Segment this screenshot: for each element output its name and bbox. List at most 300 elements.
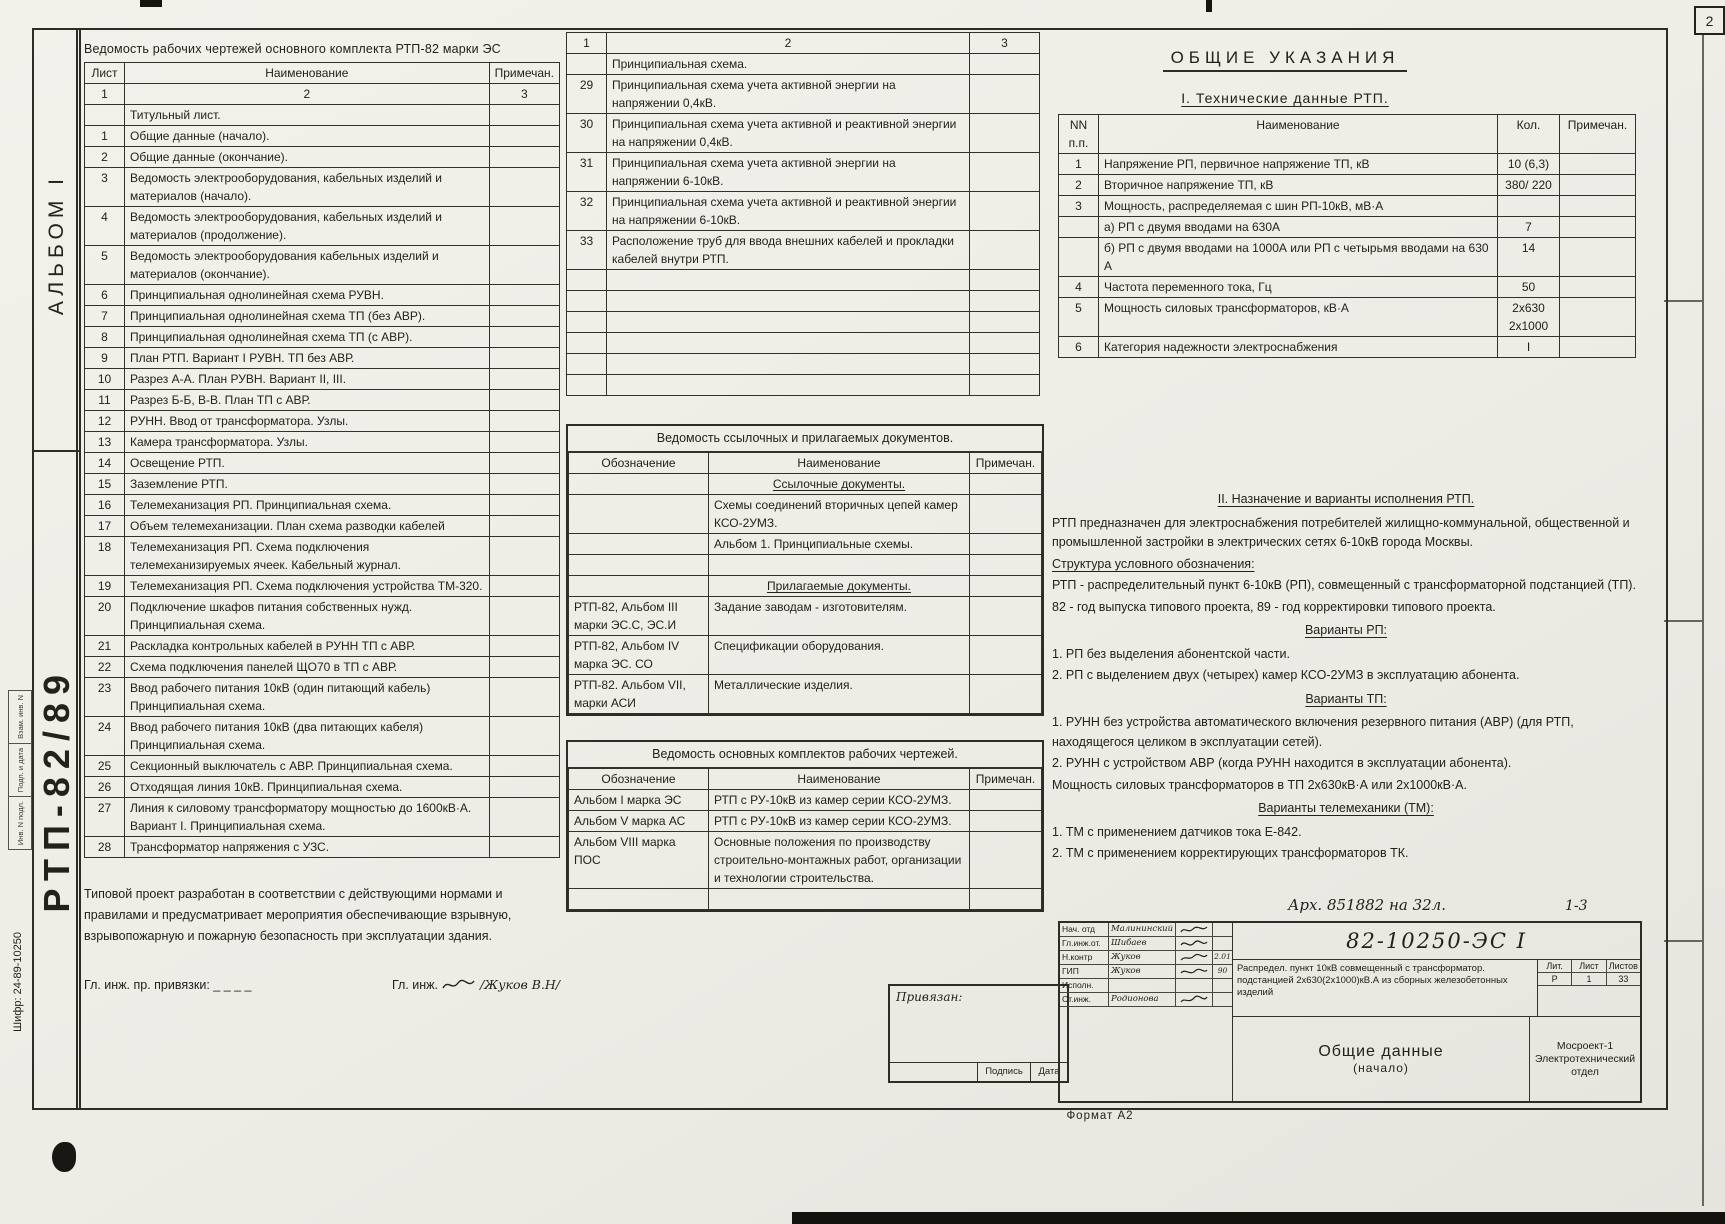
cell-name: Разрез А-А. План РУВН. Вариант II, III. (125, 369, 490, 390)
cell-name: Основные положения по производству строительно-монтажных работ, организации и технологии строительства. (709, 832, 970, 889)
cell-num (567, 354, 607, 375)
cell-num (567, 333, 607, 354)
signature-line (84, 977, 560, 992)
cell-code: РТП-82, Альбом IV марка ЭС. СО (569, 636, 709, 675)
cell-name: Трансформатор напряжения с УЗС. (125, 837, 490, 858)
cell-name: Ведомость электрооборудования, кабельных изделий и материалов (начало). (125, 168, 490, 207)
archive-note: Арх. 851882 на 32л. (1288, 896, 1446, 914)
reference-documents-table (566, 424, 1044, 716)
column-number-row: 1 2 3 (85, 84, 560, 105)
note-paragraph: 1. РУНН без устройства автоматического включения резервного питания (АВР) (для РТП, находящегося целиком в эксплуатации сетей). (1052, 715, 1574, 749)
cell-note (489, 105, 559, 126)
table-row (567, 75, 1040, 114)
cell-name: Разрез Б-Б, В-В. План ТП с АВР. (125, 390, 490, 411)
note-paragraph: 1. РП без выделения абонентской части. (1052, 646, 1290, 661)
cell-code (569, 534, 709, 555)
cell-num: 15 (85, 474, 125, 495)
main-sets-title: Ведомость основных комплектов рабочих чертежей. (568, 742, 1042, 768)
lit-value-row: Р 1 33 (1538, 973, 1640, 986)
table-row (85, 147, 560, 168)
note-paragraph: Структура условного обозначения: (1052, 556, 1255, 571)
signature-cell (1176, 979, 1213, 992)
cell-note (970, 153, 1040, 192)
cell-qty (1498, 196, 1560, 217)
cell-name: Камера трансформатора. Узлы. (125, 432, 490, 453)
lit-fill (1538, 986, 1640, 1016)
cell-name (709, 889, 970, 910)
cell-qty: 380/ 220 (1498, 175, 1560, 196)
cell-note (970, 832, 1042, 889)
col-header: Лист (85, 63, 125, 84)
format-label: Формат А2 (1066, 1110, 1134, 1122)
cell-num: 4 (1059, 277, 1099, 298)
cell-name: Принципиальная однолинейная схема ТП (без АВР). (125, 306, 490, 327)
cell-note (489, 597, 559, 636)
page-number-box (1694, 6, 1725, 35)
staff-row: Гл.инж.от. Шибаев (1060, 937, 1232, 951)
cell-num: 4 (85, 207, 125, 246)
note-paragraph: РТП - распределительный пункт 6-10кВ (РП), совмещенный с трансформаторной подстанцией (ТП). (1052, 578, 1636, 592)
title-block (1058, 921, 1642, 1103)
cell-num: 22 (85, 657, 125, 678)
note-paragraph: Варианты телемеханики (ТМ): (1258, 801, 1434, 815)
table-row (569, 474, 1042, 495)
cell-num: 1 (85, 126, 125, 147)
organization: Мосроект-1 Электротехнический отдел (1534, 1039, 1636, 1078)
cell-name (607, 291, 970, 312)
date-col-label: Дата (1038, 1066, 1060, 1077)
cell-name: Раскладка контрольных кабелей в РУНН ТП с АВР. (125, 636, 490, 657)
table-row (569, 636, 1042, 675)
cell-name: Ввод рабочего питания 10кВ (два питающих кабеля) Принципиальная схема. (125, 717, 490, 756)
cell-name (607, 354, 970, 375)
cell-note (970, 291, 1040, 312)
cell-code: РТП-82, Альбом III марки ЭС.С, ЭС.И (569, 597, 709, 636)
staff-row: Ст.инж. Родионова (1060, 993, 1232, 1007)
cell-name: Титульный лист. (125, 105, 490, 126)
cell-name: Мощность силовых трансформаторов, кВ·А (1099, 298, 1498, 337)
cell-name (607, 375, 970, 396)
reference-documents-title: Ведомость ссылочных и прилагаемых документов. (568, 426, 1042, 452)
table-row (85, 453, 560, 474)
fold-mark (1664, 620, 1702, 622)
title-block-bottom (1233, 1017, 1640, 1101)
project-code-label: РТП-82/89 (35, 667, 77, 913)
table-row (85, 837, 560, 858)
cell-num: 25 (85, 756, 125, 777)
sign-label: Гл. инж. пр. привязки: _ _ _ _ (84, 978, 252, 992)
strip-divider (34, 450, 79, 452)
cell-note (970, 675, 1042, 714)
project-note: Типовой проект разработан в соответствии с действующими нормами и правилами и предусматривает мероприятия обеспечивающие взрывную, взрывопожарную и пожарную безопасность при эксплуатации здания. (84, 887, 512, 943)
cell-note (970, 811, 1042, 832)
cell-note (1560, 298, 1636, 337)
section1-heading: I. Технические данные РТП. (1181, 90, 1389, 106)
table-row (85, 432, 560, 453)
table-row (567, 375, 1040, 396)
table-row (569, 534, 1042, 555)
cell-qty: 10 (6,3) (1498, 154, 1560, 175)
cell-note (489, 369, 559, 390)
linked-stamp-box (888, 984, 1069, 1083)
drawings-register-title: Ведомость рабочих чертежей основного комплекта РТП-82 марки ЭС (84, 42, 501, 56)
cell-name: Задание заводам - изготовителям. (709, 597, 970, 636)
cell-name: Расположение труб для ввода внешних кабелей и прокладки кабелей внутри РТП. (607, 231, 970, 270)
table-row (85, 246, 560, 285)
cell-num: 18 (85, 537, 125, 576)
cell-num: 3 (85, 168, 125, 207)
scan-ink-blob (52, 1142, 76, 1172)
cell-num: 2 (1059, 175, 1099, 196)
cell-note (1560, 154, 1636, 175)
sheet-title: Общие данные (начало) (1233, 1017, 1530, 1101)
cell-num: 3 (1059, 196, 1099, 217)
cell-name: РТП с РУ-10кВ из камер серии КСО-2УМЗ. (709, 811, 970, 832)
cell-note (1560, 175, 1636, 196)
staff-row: ГИП Жуков 90 (1060, 965, 1232, 979)
table-row (567, 192, 1040, 231)
cell-note (970, 889, 1042, 910)
cell-qty: 7 (1498, 217, 1560, 238)
cell-name: Вторичное напряжение ТП, кВ (1099, 175, 1498, 196)
cell-name: а) РП с двумя вводами на 630А (1099, 217, 1498, 238)
table-row (567, 291, 1040, 312)
table-row (569, 675, 1042, 714)
table-row (85, 576, 560, 597)
cell-name: Ведомость электрооборудования, кабельных изделий и материалов (продолжение). (125, 207, 490, 246)
scan-edge-line (1702, 34, 1704, 1206)
table-row (569, 889, 1042, 910)
cell-num: 6 (85, 285, 125, 306)
title-block-staff (1060, 923, 1233, 1101)
signature-squiggle (1176, 965, 1213, 978)
drawings-register (84, 42, 560, 992)
cell-name: Принципиальная схема учета активной и реактивной энергии на напряжении 6-10кВ. (607, 192, 970, 231)
cell-note (489, 537, 559, 576)
cell-name: Подключение шкафов питания собственных нужд. Принципиальная схема. (125, 597, 490, 636)
archive-pages-note: 1-3 (1565, 898, 1588, 914)
cell-note (970, 636, 1042, 675)
cell-note (1560, 238, 1636, 277)
cell-num: 12 (85, 411, 125, 432)
table-row (567, 231, 1040, 270)
table-row (567, 114, 1040, 153)
cell-note (489, 126, 559, 147)
lit-grid (1538, 960, 1640, 1016)
cell-num (567, 54, 607, 75)
cell-note (970, 192, 1040, 231)
cell-name: Напряжение РП, первичное напряжение ТП, кВ (1099, 154, 1498, 175)
cell-note (970, 231, 1040, 270)
table-row (85, 207, 560, 246)
cell-name: Мощность, распределяемая с шин РП-10кВ, мВ·А (1099, 196, 1498, 217)
margin-stamp-cell: Подп. и дата (9, 744, 31, 797)
fold-mark (1664, 940, 1702, 942)
cell-note (489, 246, 559, 285)
cell-num: 33 (567, 231, 607, 270)
cell-note (489, 432, 559, 453)
table-row (85, 678, 560, 717)
cell-num: 20 (85, 597, 125, 636)
cell-note (489, 285, 559, 306)
staff-row: Нач. отд Малининский (1060, 923, 1232, 937)
cell-note (970, 555, 1042, 576)
table-row (85, 717, 560, 756)
cell-note (489, 411, 559, 432)
cell-note (970, 270, 1040, 291)
album-label: АЛЬБОМ I (44, 174, 68, 316)
cell-name: Прилагаемые документы. (709, 576, 970, 597)
linked-footer-spacer (890, 1063, 978, 1081)
table-row (1059, 337, 1636, 358)
cell-name: б) РП с двумя вводами на 1000А или РП с четырьмя вводами на 630 А (1099, 238, 1498, 277)
cell-qty: 2x630 2x1000 (1498, 298, 1560, 337)
cell-name: Линия к силовому трансформатору мощностью до 1600кВ·А. Вариант I. Принципиальная схема. (125, 798, 490, 837)
cell-num: 31 (567, 153, 607, 192)
chief-engineer-signature: Гл. инж. /Жуков В.Н/ (391, 977, 560, 992)
cell-code: Альбом V марка АС (569, 811, 709, 832)
cell-name: Общие данные (окончание). (125, 147, 490, 168)
cell-code (569, 889, 709, 910)
cell-note (970, 474, 1042, 495)
cell-code (569, 576, 709, 597)
margin-stamp-cell: Взам. инв. N (9, 691, 31, 744)
signature-col-label: Подпись (978, 1063, 1031, 1081)
note-paragraph: РТП предназначен для электроснабжения потребителей жилищно-коммунальной, общественной и промышленной застройки в электрических сетях 6-10кВ города Москвы. (1052, 515, 1630, 549)
cell-qty: 50 (1498, 277, 1560, 298)
cell-code (569, 474, 709, 495)
note-paragraph: Варианты ТП: (1305, 691, 1387, 706)
cell-note (489, 756, 559, 777)
cell-note (970, 312, 1040, 333)
cell-note (489, 453, 559, 474)
note-paragraph: 2. ТМ с применением корректирующих трансформаторов ТК. (1052, 846, 1409, 860)
cell-name: Схемы соединений вторичных цепей камер КСО-2УМЗ. (709, 495, 970, 534)
cell-note (489, 306, 559, 327)
table-row (567, 54, 1040, 75)
cell-note (970, 495, 1042, 534)
table-row (1059, 175, 1636, 196)
staff-fill (1060, 1007, 1232, 1101)
table-row (85, 411, 560, 432)
cell-note (489, 657, 559, 678)
signature-squiggle (1176, 937, 1213, 950)
header-row: Обозначение Наименование Примечан. (569, 769, 1042, 790)
header-row: NN п.п. Наименование Кол. Примечан. (1059, 115, 1636, 154)
main-sets-table (566, 740, 1044, 912)
cell-note (489, 348, 559, 369)
cell-name: Секционный выключатель с АВР. Принципиальная схема. (125, 756, 490, 777)
section2-notes (1052, 486, 1640, 866)
table-row (567, 312, 1040, 333)
cell-name (607, 333, 970, 354)
cell-code: Альбом I марка ЭС (569, 790, 709, 811)
cell-note (489, 474, 559, 495)
cell-note (489, 798, 559, 837)
cell-num: 17 (85, 516, 125, 537)
cell-num: 6 (1059, 337, 1099, 358)
cell-note (489, 837, 559, 858)
cell-name: Принципиальная однолинейная схема РУВН. (125, 285, 490, 306)
table-row (569, 790, 1042, 811)
table-row (1059, 277, 1636, 298)
cell-num: 5 (1059, 298, 1099, 337)
title-block-middle (1233, 960, 1640, 1017)
cell-num: 7 (85, 306, 125, 327)
cell-name: Спецификации оборудования. (709, 636, 970, 675)
cell-name: РТП с РУ-10кВ из камер серии КСО-2УМЗ. (709, 790, 970, 811)
cell-num: 28 (85, 837, 125, 858)
cell-num: 27 (85, 798, 125, 837)
cell-num: 19 (85, 576, 125, 597)
cell-note (970, 75, 1040, 114)
table-row (569, 495, 1042, 534)
cell-note (970, 54, 1040, 75)
table-row (85, 777, 560, 798)
cell-num: 29 (567, 75, 607, 114)
object-description: Распредел. пункт 10кВ совмещенный с трансформатор. подстанцией 2х630(2х1000)кВ.А из сборных железобетонных изделий (1233, 960, 1538, 1016)
table-row (85, 474, 560, 495)
cell-name (607, 312, 970, 333)
cell-num (85, 105, 125, 126)
title-block-right (1233, 923, 1640, 1101)
table-row (1059, 196, 1636, 217)
cell-note (489, 678, 559, 717)
cell-num: 30 (567, 114, 607, 153)
cell-name: Ввод рабочего питания 10кВ (один питающий кабель) Принципиальная схема. (125, 678, 490, 717)
cell-note (970, 354, 1040, 375)
col-header: Наименование (125, 63, 490, 84)
album-strip (32, 28, 81, 1110)
cell-num (567, 291, 607, 312)
cell-note (970, 597, 1042, 636)
general-notes-heading: ОБЩИЕ УКАЗАНИЯ (1085, 48, 1485, 68)
table-row (85, 516, 560, 537)
signature-squiggle (1176, 951, 1213, 964)
cell-code: Альбом VIII марка ПОС (569, 832, 709, 889)
drawings-register-continuation (566, 32, 1040, 396)
table-row (85, 348, 560, 369)
signature-squiggle (1176, 993, 1213, 1006)
cell-qty: I (1498, 337, 1560, 358)
cell-name: Объем телемеханизации. План схема разводки кабелей (125, 516, 490, 537)
margin-stamp-cell: Инв. N подл. (15, 800, 25, 846)
cell-note (489, 717, 559, 756)
reference-documents-grid (568, 452, 1042, 714)
fold-mark (1664, 300, 1702, 302)
table-row (1059, 238, 1636, 277)
cell-note (489, 147, 559, 168)
cell-name: Отходящая линия 10кВ. Принципиальная схема. (125, 777, 490, 798)
table-row (567, 333, 1040, 354)
cell-note (489, 516, 559, 537)
cell-num (567, 270, 607, 291)
cell-qty: 14 (1498, 238, 1560, 277)
note-paragraph: Варианты РП: (1304, 623, 1388, 637)
cell-num: 24 (85, 717, 125, 756)
technical-data-table (1058, 114, 1636, 358)
cell-num: 23 (85, 678, 125, 717)
table-row (569, 576, 1042, 597)
table-row (85, 495, 560, 516)
cell-note (489, 327, 559, 348)
table-row (85, 390, 560, 411)
cell-name: Телемеханизация РП. Схема подключения устройства ТМ-320. (125, 576, 490, 597)
page-number: 2 (1705, 12, 1714, 29)
cell-num: 2 (85, 147, 125, 168)
scan-mark (1206, 0, 1212, 12)
header-row: Обозначение Наименование Примечан. (569, 453, 1042, 474)
table-row (569, 555, 1042, 576)
cell-num (567, 375, 607, 396)
table-row (1059, 298, 1636, 337)
cell-note (1560, 277, 1636, 298)
table-row (85, 798, 560, 837)
table-row (85, 597, 560, 636)
cell-note (1560, 196, 1636, 217)
note-paragraph: 82 - год выпуска типового проекта, 89 - год корректировки типового проекта. (1052, 599, 1496, 614)
linked-footer (890, 1062, 1067, 1081)
cell-note (970, 534, 1042, 555)
cell-name: Принципиальная схема учета активной энергии на напряжении 0,4кВ. (607, 75, 970, 114)
table-row (567, 153, 1040, 192)
staff-row: Исполн. (1060, 979, 1232, 993)
table-row (85, 537, 560, 576)
cell-num: 9 (85, 348, 125, 369)
cell-name: Общие данные (начало). (125, 126, 490, 147)
cell-num: 1 (1059, 154, 1099, 175)
table-row (567, 270, 1040, 291)
table-row (85, 126, 560, 147)
cell-num (1059, 238, 1099, 277)
cell-num: 26 (85, 777, 125, 798)
cell-note (489, 495, 559, 516)
cell-num (1059, 217, 1099, 238)
cell-name: Телемеханизация РП. Принципиальная схема. (125, 495, 490, 516)
table-row (1059, 154, 1636, 175)
cell-note (489, 576, 559, 597)
cell-num: 10 (85, 369, 125, 390)
column-number-row: 1 2 3 (567, 33, 1040, 54)
table-row (85, 285, 560, 306)
cell-name (607, 270, 970, 291)
cell-name: Альбом 1. Принципиальные схемы. (709, 534, 970, 555)
cell-note (970, 790, 1042, 811)
cell-num: 11 (85, 390, 125, 411)
table-row (567, 354, 1040, 375)
cell-num: 14 (85, 453, 125, 474)
table-row (569, 832, 1042, 889)
table-row (1059, 217, 1636, 238)
cell-name: Освещение РТП. (125, 453, 490, 474)
cell-name: Металлические изделия. (709, 675, 970, 714)
cell-name: Принципиальная схема учета активной и реактивной энергии на напряжении 0,4кВ. (607, 114, 970, 153)
cell-note (1560, 217, 1636, 238)
header-row (85, 63, 560, 84)
drawings-register-table (84, 62, 560, 858)
cell-name: Частота переменного тока, Гц (1099, 277, 1498, 298)
cell-name: Принципиальная схема. (607, 54, 970, 75)
cell-note (970, 576, 1042, 597)
cell-note (970, 333, 1040, 354)
cell-note (489, 636, 559, 657)
cell-name: РУНН. Ввод от трансформатора. Узлы. (125, 411, 490, 432)
note-paragraph: 1. ТМ с применением датчиков тока Е-842. (1052, 824, 1302, 839)
cell-num: 21 (85, 636, 125, 657)
table-row (85, 105, 560, 126)
cell-num: 16 (85, 495, 125, 516)
drawings-register-cont-table (566, 32, 1040, 396)
